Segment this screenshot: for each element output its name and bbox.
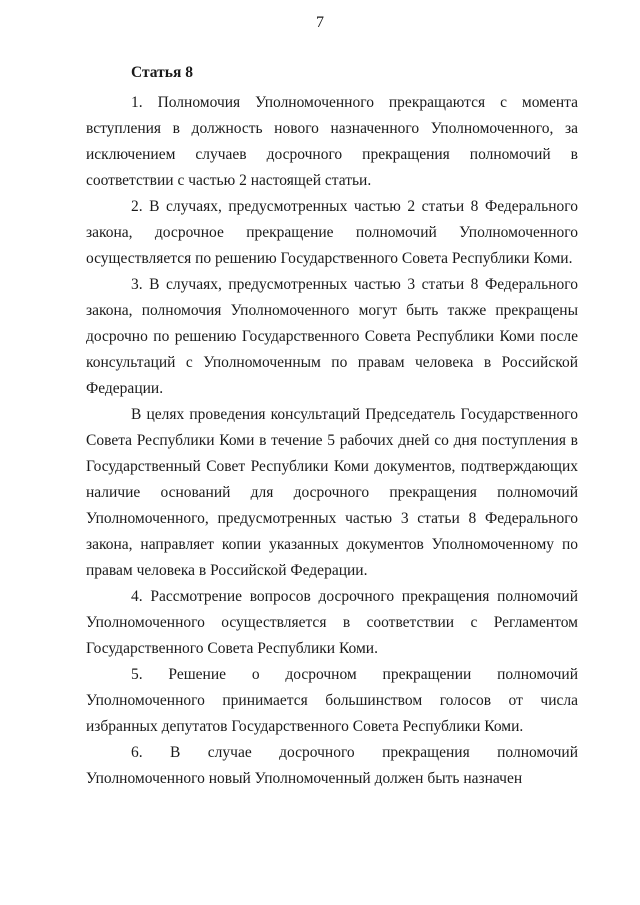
paragraph-2: 2. В случаях, предусмотренных частью 2 статьи 8 Федерального закона, досрочное прекращение полномочий Уполномоченного осуществляется по решению Государственного Совета Республики Коми. (86, 198, 578, 267)
article-heading: Статья 8 (131, 64, 193, 81)
paragraph-3-consultations: В целях проведения консультаций Председатель Государственного Совета Республики Коми в течение 5 рабочих дней со дня поступления в Государственный Совет Республики Коми документов, подтверждающих наличие оснований для досрочного прекращения полномочий Уполномоченного, предусмотренных частью 3 статьи 8 Федерального закона, направляет копии указанных документов Уполномоченному по правам человека в Российской Федерации. (86, 406, 578, 579)
paragraph-6: 6. В случае досрочного прекращения полномочий Уполномоченного новый Уполномоченный должен быть назначен (86, 744, 578, 787)
page-number: 7 (316, 14, 324, 31)
article-body (86, 60, 578, 792)
paragraph-4: 4. Рассмотрение вопросов досрочного прекращения полномочий Уполномоченного осуществляется в соответствии с Регламентом Государственного Совета Республики Коми. (86, 588, 578, 657)
paragraph-1: 1. Полномочия Уполномоченного прекращаются с момента вступления в должность нового назначенного Уполномоченного, за исключением случаев досрочного прекращения полномочий в соответствии с частью 2 настоящей статьи. (86, 94, 578, 189)
paragraph-5: 5. Решение о досрочном прекращении полномочий Уполномоченного принимается большинством голосов от числа избранных депутатов Государственного Совета Республики Коми. (86, 666, 578, 735)
paragraph-3: 3. В случаях, предусмотренных частью 3 статьи 8 Федерального закона, полномочия Уполномоченного могут быть также прекращены досрочно по решению Государственного Совета Республики Коми после консультаций с Уполномоченным по правам человека в Российской Федерации. (86, 276, 578, 397)
